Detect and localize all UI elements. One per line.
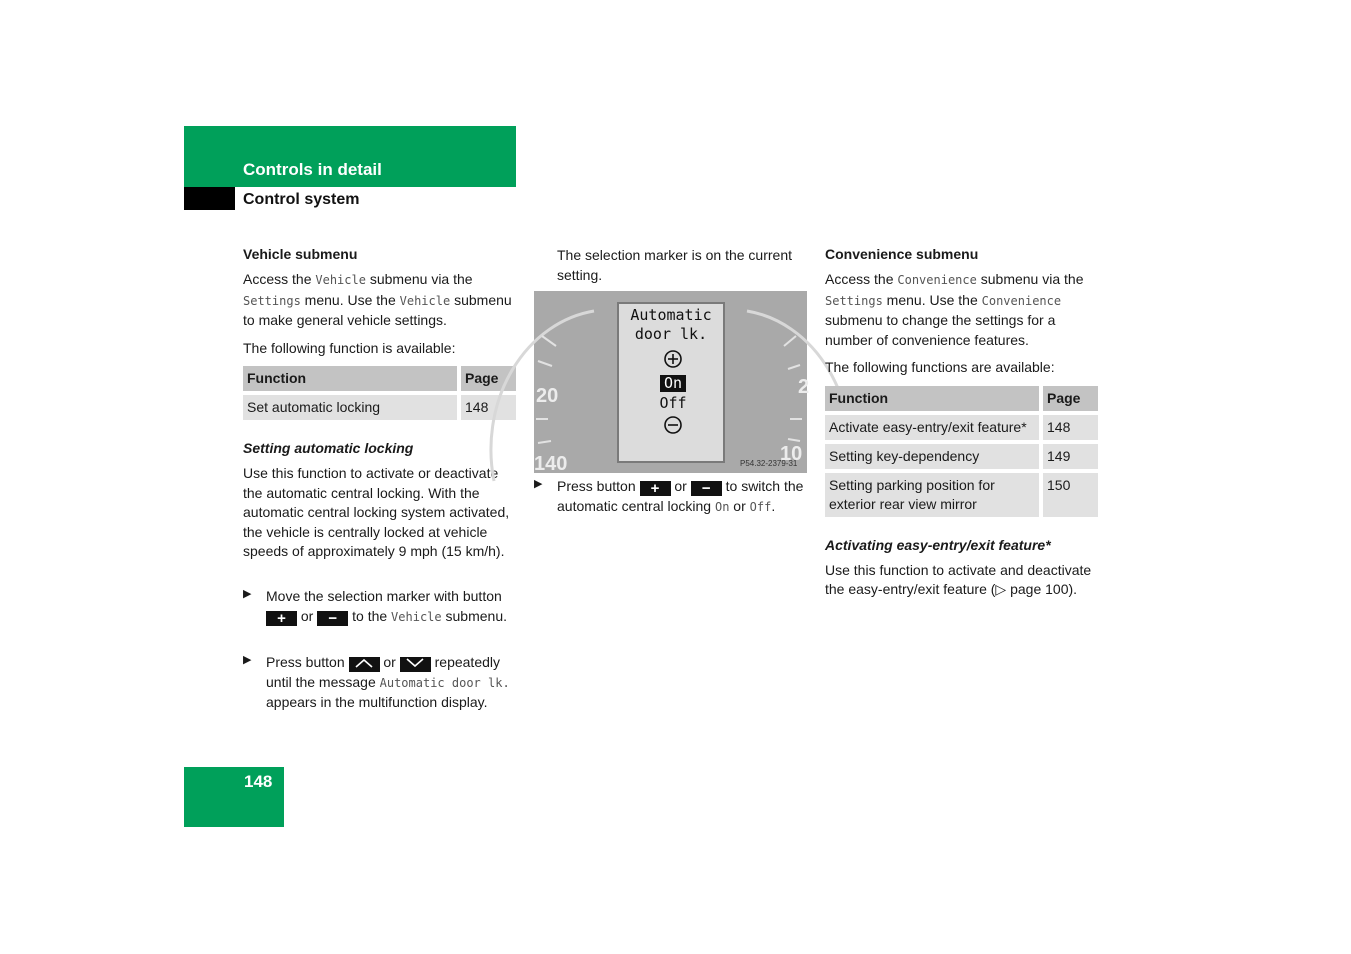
- vehicle-submenu-heading: Vehicle submenu: [243, 246, 358, 262]
- display-option-on: On: [660, 375, 686, 392]
- gauge-label-right-bottom: 10: [780, 443, 803, 465]
- vehicle-intro: Access the Vehicle submenu via the Settings menu. Use the Vehicle submenu to make general vehicle settings.: [243, 271, 512, 328]
- table-row: Set automatic locking 148: [243, 393, 516, 420]
- table-header-function: Function: [825, 386, 1041, 413]
- setting-automatic-locking-heading: Setting automatic locking: [243, 440, 414, 456]
- plus-button-icon: +: [640, 481, 671, 496]
- display-screen: [617, 302, 725, 463]
- minus-button-icon: −: [317, 611, 348, 626]
- minus-button-icon: −: [691, 481, 722, 496]
- subsection-marker: [184, 187, 235, 210]
- selection-marker-text: The selection marker is on the current setting.: [557, 247, 792, 283]
- display-line-1: Automatic: [630, 306, 712, 324]
- gauge-label-left-bottom: 140: [534, 453, 568, 475]
- figure-id: P54.32-2379-31: [740, 459, 798, 468]
- bullet-arrow-icon: ▶: [534, 478, 543, 490]
- table-header-function: Function: [243, 366, 459, 393]
- table-row: Activate easy-entry/exit feature* 148: [825, 413, 1098, 442]
- down-button-icon: [400, 657, 431, 672]
- bullet-arrow-icon: ▶: [243, 654, 252, 666]
- section-title: Controls in detail: [243, 160, 382, 179]
- easy-entry-description: Use this function to activate and deactivate the easy-entry/exit feature (▷ page 100).: [825, 561, 1092, 597]
- display-line-2: door lk.: [634, 325, 708, 343]
- bullet-arrow-icon: ▶: [243, 588, 252, 600]
- plus-button-icon: +: [266, 611, 297, 626]
- multifunction-display-figure: [534, 291, 810, 475]
- convenience-available: The following functions are available:: [825, 359, 1055, 375]
- vehicle-available: The following function is available:: [243, 339, 456, 356]
- page-number: 148: [244, 772, 273, 791]
- table-row: Setting parking position for exterior rear view mirror 150: [825, 471, 1098, 517]
- easy-entry-heading: Activating easy-entry/exit feature*: [825, 536, 1051, 553]
- page-reference-arrow-icon: ▷: [995, 581, 1007, 597]
- automatic-locking-description: Use this function to activate or deactivate the automatic central locking. With the automatic central locking system activated, the vehicle is centrally locked at vehicle speeds of approximately 9 mph (15 km/h).: [243, 465, 510, 559]
- table-header-page: Page: [459, 366, 516, 393]
- convenience-submenu-heading: Convenience submenu: [825, 246, 979, 262]
- gauge-label-right-top: 2: [798, 376, 810, 398]
- table-row: Setting key-dependency 149: [825, 442, 1098, 471]
- minus-circle-icon: [663, 415, 683, 435]
- convenience-function-table: [825, 386, 1098, 517]
- table-header-page: Page: [1041, 386, 1098, 413]
- left-column: [243, 246, 516, 562]
- vehicle-function-table: [243, 366, 516, 420]
- subsection-title: Control system: [243, 191, 360, 208]
- gauge-label-left-top: 20: [536, 385, 559, 407]
- plus-circle-icon: [663, 349, 683, 369]
- up-button-icon: [349, 657, 380, 672]
- right-column: [825, 246, 1098, 600]
- convenience-intro: Access the Convenience submenu via the Settings menu. Use the Convenience submenu to change the settings for a number of convenience features.: [825, 271, 1084, 348]
- display-option-off: Off: [659, 394, 687, 412]
